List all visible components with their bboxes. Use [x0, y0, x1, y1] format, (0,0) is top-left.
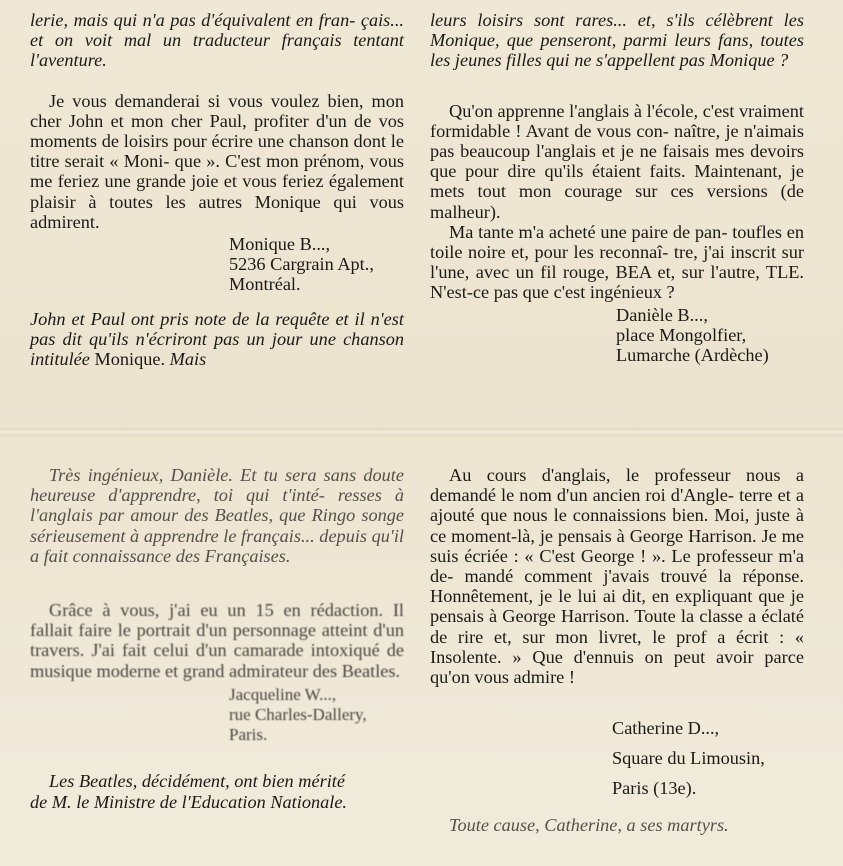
- reply-text-end: Mais: [169, 349, 207, 370]
- signature-monique: [229, 234, 404, 295]
- signature-catherine: [612, 713, 804, 803]
- signature-address: Square du Limousin,: [612, 748, 765, 769]
- column-bottom-right: [430, 465, 804, 835]
- reply-daniele: Très ingénieux, Danièle. Et tu sera sans doute heureuse d'apprendre, toi qui t'inté- resses à l'anglais par amour des Beatles, que Ringo songe sérieusement à apprendre le français... depuis qu'il a fait connaissance des Françaises.: [30, 465, 404, 566]
- signature-name: Monique B...,: [229, 234, 331, 255]
- letter-daniele-p2: Ma tante m'a acheté une paire de pan- toufles en toile noire et, pour les reconnaî- tre, j'ai inscrit sur l'une, avec un fil rouge, BEA et, sur l'autre, TLE. N'est-ce pas que c'est ingénieux ?: [430, 221, 804, 303]
- page-fold-line: [0, 428, 843, 436]
- signature-city: Lumarche (Ardèche): [616, 345, 769, 366]
- reply-text: John et Paul ont pris note de la requête et il n'est pas dit qu'ils n'écriront pas un jour une chanson intitulée: [30, 308, 404, 370]
- signature-address: place Mongolfier,: [616, 324, 747, 345]
- reply-catherine: Toute cause, Catherine, a ses martyrs.: [449, 815, 729, 836]
- reply-monique: [30, 309, 404, 370]
- signature-address: 5236 Cargrain Apt.,: [229, 254, 374, 275]
- column-top-right: [430, 10, 804, 365]
- letter-catherine: Au cours d'anglais, le professeur nous a demandé le nom d'un ancien roi d'Angle- terre et a ajouté que nous le connaissions bien. Moi, juste à ce moment-là, je pensais à George Harrison. Je me suis écriée : « C'est George ! ». Le professeur m'a de- mandé comment j'avais trouvé la réponse. Honnêtement, je le lui ai dit, en expliquant que je pensais à George Harrison. Toute la classe a éclaté de rire et, sur mon livret, le prof a écrit : « Insolente. » Que d'ennuis on peut avoir parce qu'on vous admire !: [430, 465, 804, 688]
- signature-city: Paris.: [229, 725, 268, 745]
- signature-name: Danièle B...,: [616, 304, 708, 325]
- signature-address: rue Charles-Dallery,: [229, 705, 367, 725]
- signature-jacqueline: [229, 685, 404, 746]
- signature-city: Montréal.: [229, 274, 301, 295]
- signature-name: Catherine D...,: [612, 718, 720, 739]
- column-top-left: [30, 10, 404, 369]
- signature-daniele: [616, 305, 804, 366]
- signature-name: Jacqueline W...,: [229, 684, 337, 704]
- signature-city: Paris (13e).: [612, 778, 697, 799]
- letter-jacqueline: Grâce à vous, j'ai eu un 15 en rédaction. Il fallait faire le portrait d'un personnage atteint d'un travers. J'ai fait celui d'un camarade intoxiqué de musique moderne et grand admirateur des Beatles.: [30, 600, 404, 681]
- reply-jacqueline: [30, 771, 404, 811]
- reply-line-2: de M. le Ministre de l'Education Nationale.: [30, 791, 348, 812]
- reply-song-title: Monique.: [94, 349, 166, 370]
- reply-continuation-right: leurs loisirs sont rares... et, s'ils célèbrent les Monique, que penseront, parmi leurs fans, toutes les jeunes filles qui ne s'appellent pas Monique ?: [430, 10, 804, 71]
- letter-monique: Je vous demanderai si vous voulez bien, mon cher John et mon cher Paul, profiter d'un de vos moments de loisirs pour écrire une chanson dont le titre serait « Moni- que ». C'est mon prénom, vous me feriez une grande joie et vous feriez également plaisir à toutes les autres Monique qui vous admirent.: [30, 90, 404, 232]
- letter-daniele-p1: Qu'on apprenne l'anglais à l'école, c'est vraiment formidable ! Avant de vous con- naître, je n'aimais pas beaucoup l'anglais et je ne faisais mes devoirs que pour dire qu'ils étaient faits. Maintenant, je mets tout mon courage sur ces versions (de malheur).: [430, 100, 804, 222]
- reply-line-1: Les Beatles, décidément, ont bien mérité: [49, 771, 345, 792]
- reply-continuation: lerie, mais qui n'a pas d'équivalent en fran- çais... et on voit mal un traducteur français tentant l'aventure.: [30, 10, 404, 71]
- column-bottom-left: [30, 465, 404, 812]
